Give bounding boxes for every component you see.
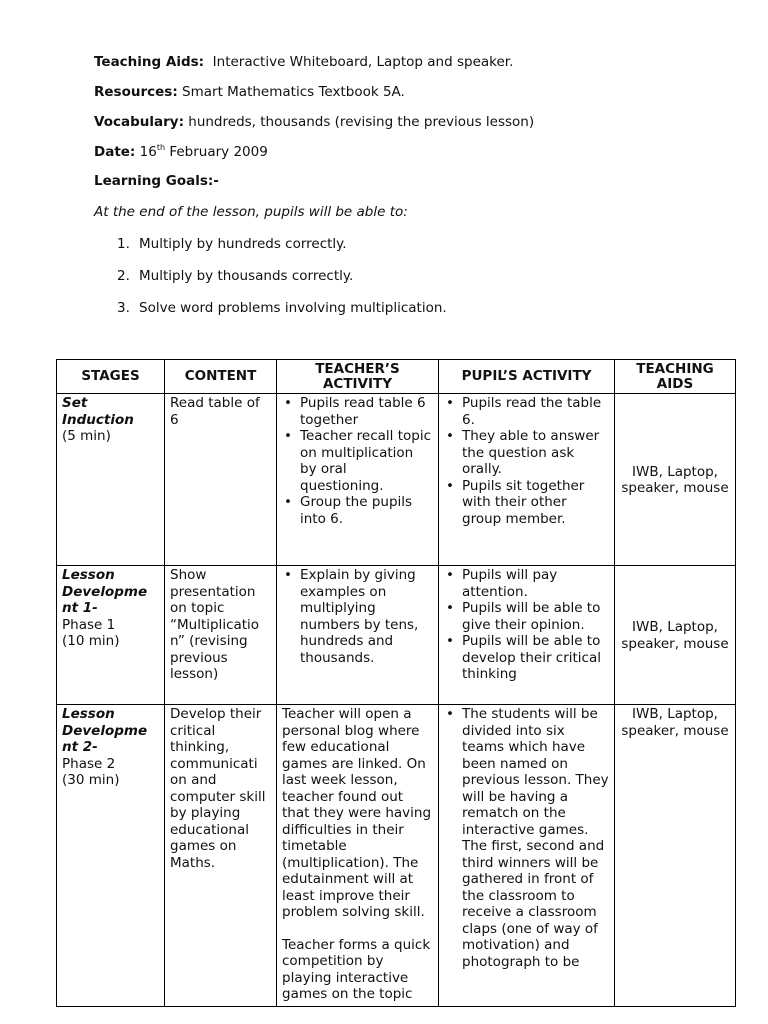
goals-intro: At the end of the lesson, pupils will be able to: [94, 204, 408, 220]
list-item: • Pupils read the table 6. [462, 395, 609, 428]
goal-text: Solve word problems involving multiplication. [139, 300, 447, 316]
learning-goals-label: Learning Goals:- [94, 173, 219, 189]
stage-time: (10 min) [62, 633, 120, 649]
header-teaching-aids: TEACHING AIDS [615, 360, 736, 394]
teaching-aids-value: Interactive Whiteboard, Laptop and speaker. [212, 54, 514, 70]
resources-line [94, 84, 405, 100]
learning-goals-line [94, 173, 219, 189]
teacher-paragraph: Teacher forms a quick competition by playing interactive games on the topic [282, 936, 431, 1002]
stage-name: Lesson Developme nt 2- [62, 706, 148, 755]
header-stages: STAGES [57, 360, 165, 394]
goal-text: Multiply by hundreds correctly. [139, 236, 347, 252]
teacher-activity-cell [277, 705, 439, 1007]
date-label: Date: [94, 144, 136, 160]
header-pupil-activity: PUPIL’S ACTIVITY [439, 360, 615, 394]
date-line [94, 143, 268, 160]
teaching-aids-cell: IWB, Laptop, speaker, mouse [615, 566, 736, 705]
vocabulary-value: hundreds, thousands (revising the previous lesson) [188, 114, 535, 130]
pupil-activity-cell [439, 705, 615, 1007]
teaching-aids-cell: IWB, Laptop, speaker, mouse [615, 705, 736, 1007]
teacher-activity-cell [277, 566, 439, 705]
teaching-aids-label: Teaching Aids: [94, 54, 205, 70]
table-row [57, 566, 736, 705]
list-item: • Explain by giving examples on multiplying numbers by tens, hundreds and thousands. [300, 567, 433, 666]
pupil-activity-cell [439, 566, 615, 705]
stage-phase: Phase 1 [62, 616, 116, 633]
list-item: • Pupils will pay attention. [462, 567, 609, 600]
teacher-activity-cell [277, 394, 439, 566]
stage-time: (30 min) [62, 772, 120, 788]
goal-number: 3. [117, 300, 130, 316]
date-suffix: th [156, 143, 166, 152]
resources-label: Resources: [94, 84, 178, 100]
date-rest: February 2009 [169, 144, 268, 160]
table-header-row [57, 360, 736, 394]
stage-time: (5 min) [62, 428, 111, 444]
content-cell: Develop their critical thinking, communicati on and computer skill by playing educational games on Maths. [165, 705, 277, 1007]
stage-name: Set Induction [62, 395, 134, 428]
goal-item [117, 268, 353, 284]
date-day: 16 [139, 144, 157, 160]
goal-text: Multiply by thousands correctly. [139, 268, 354, 284]
table-row [57, 394, 736, 566]
header-teacher-activity: TEACHER’S ACTIVITY [277, 360, 439, 394]
goal-item [117, 236, 347, 252]
pupil-activity-cell [439, 394, 615, 566]
content-cell: Read table of 6 [165, 394, 277, 566]
list-item: • Pupils read table 6 together [300, 395, 433, 428]
list-item: • The students will be divided into six teams which have been named on previous lesson. They will be having a rematch on the interactive games. The first, second and third winners will be gathered in front of the classroom to receive a classroom claps (one of way of motivation) and photograph to be [462, 706, 609, 970]
stage-name: Lesson Developme nt 1- [62, 567, 148, 616]
vocabulary-label: Vocabulary: [94, 114, 184, 130]
teaching-aids-cell: IWB, Laptop, speaker, mouse [615, 394, 736, 566]
goal-number: 2. [117, 268, 130, 284]
stage-cell [57, 394, 165, 566]
stage-cell [57, 566, 165, 705]
stage-phase: Phase 2 [62, 755, 116, 772]
lesson-plan-table [56, 359, 736, 1007]
list-item: • Pupils sit together with their other group member. [462, 478, 609, 528]
list-item: • Group the pupils into 6. [300, 494, 433, 527]
content-cell: Show presentation on topic “Multiplicatio n” (revising previous lesson) [165, 566, 277, 705]
header-content: CONTENT [165, 360, 277, 394]
list-item: • Teacher recall topic on multiplication by oral questioning. [300, 428, 433, 494]
list-item: • Pupils will be able to develop their critical thinking [462, 633, 609, 683]
goal-item [117, 300, 447, 316]
list-item: • Pupils will be able to give their opinion. [462, 600, 609, 633]
teacher-paragraph: Teacher will open a personal blog where few educational games are linked. On last week lesson, teacher found out that they were having difficulties in their timetable (multiplication). The edutainment will at least improve their problem solving skill. [282, 706, 432, 920]
list-item: • They able to answer the question ask orally. [462, 428, 609, 478]
table-row [57, 705, 736, 1007]
vocabulary-line [94, 114, 534, 130]
teaching-aids-line [94, 54, 513, 70]
goal-number: 1. [117, 236, 130, 252]
resources-value: Smart Mathematics Textbook 5A. [182, 84, 405, 100]
stage-cell [57, 705, 165, 1007]
